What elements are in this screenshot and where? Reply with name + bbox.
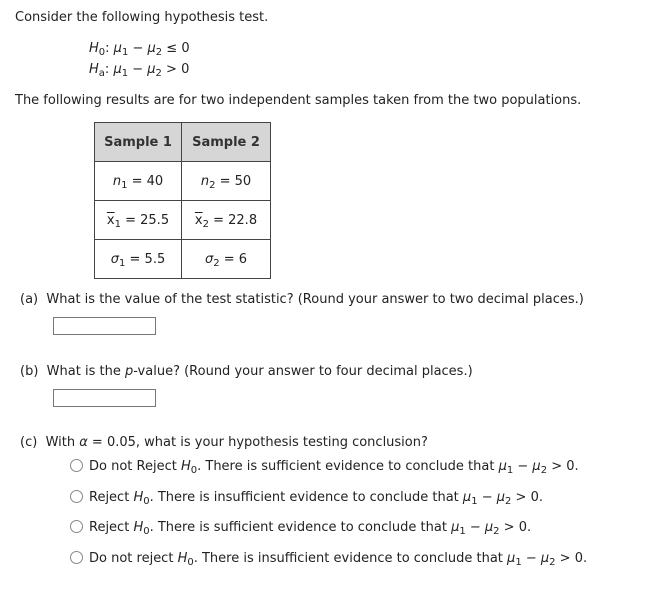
part-a-question: (a) What is the value of the test statistic? (Round your answer to two decimal places.) [20,292,584,307]
option-1[interactable]: Do not Reject $H_0$. There is sufficient evidence to conclude that $\mu_1 - \mu_2 > 0$. [70,459,579,474]
x2-cell: $\overline{x}_2 = 22.8$ [182,201,271,240]
sample1-header: Sample 1 [95,123,182,162]
option-2[interactable]: Reject $H_0$. There is insufficient evidence to conclude that $\mu_1 - \mu_2 > 0$. [70,490,543,505]
radio-button[interactable] [70,490,83,503]
n2-cell: $n_2 = 50$ [182,162,271,201]
x1-cell: $\overline{x}_1 = 25.5$ [95,201,182,240]
option-3[interactable]: Reject $H_0$. There is sufficient evidence to conclude that $\mu_1 - \mu_2 > 0$. [70,520,531,535]
radio-button[interactable] [70,520,83,533]
sigma1-cell: $\sigma_1 = 5.5$ [95,240,182,279]
sigma2-cell: $\sigma_2 = 6$ [182,240,271,279]
results-text: The following results are for two independent samples taken from the two populations. [15,93,582,108]
option-4[interactable]: Do not reject $H_0$. There is insufficient evidence to conclude that $\mu_1 - \mu_2 > 0$. [70,551,587,566]
test-statistic-input[interactable] [53,317,156,335]
n1-cell: $n_1 = 40$ [95,162,182,201]
p-value-input[interactable] [53,389,156,407]
alternative-hypothesis: $H_a$: $\mu_1 - \mu_2 > 0$ [89,62,190,79]
radio-button[interactable] [70,459,83,472]
radio-button[interactable] [70,551,83,564]
null-hypothesis: $H_0$: $\mu_1 - \mu_2 \le 0$ [89,41,190,58]
part-b-question: (b) What is the p-value? (Round your answer to four decimal places.) [20,364,473,379]
sample2-header: Sample 2 [182,123,271,162]
part-c-question: (c) With α = 0.05, what is your hypothesis testing conclusion? [20,435,428,450]
sample-table [94,122,271,279]
intro-text: Consider the following hypothesis test. [15,10,269,25]
